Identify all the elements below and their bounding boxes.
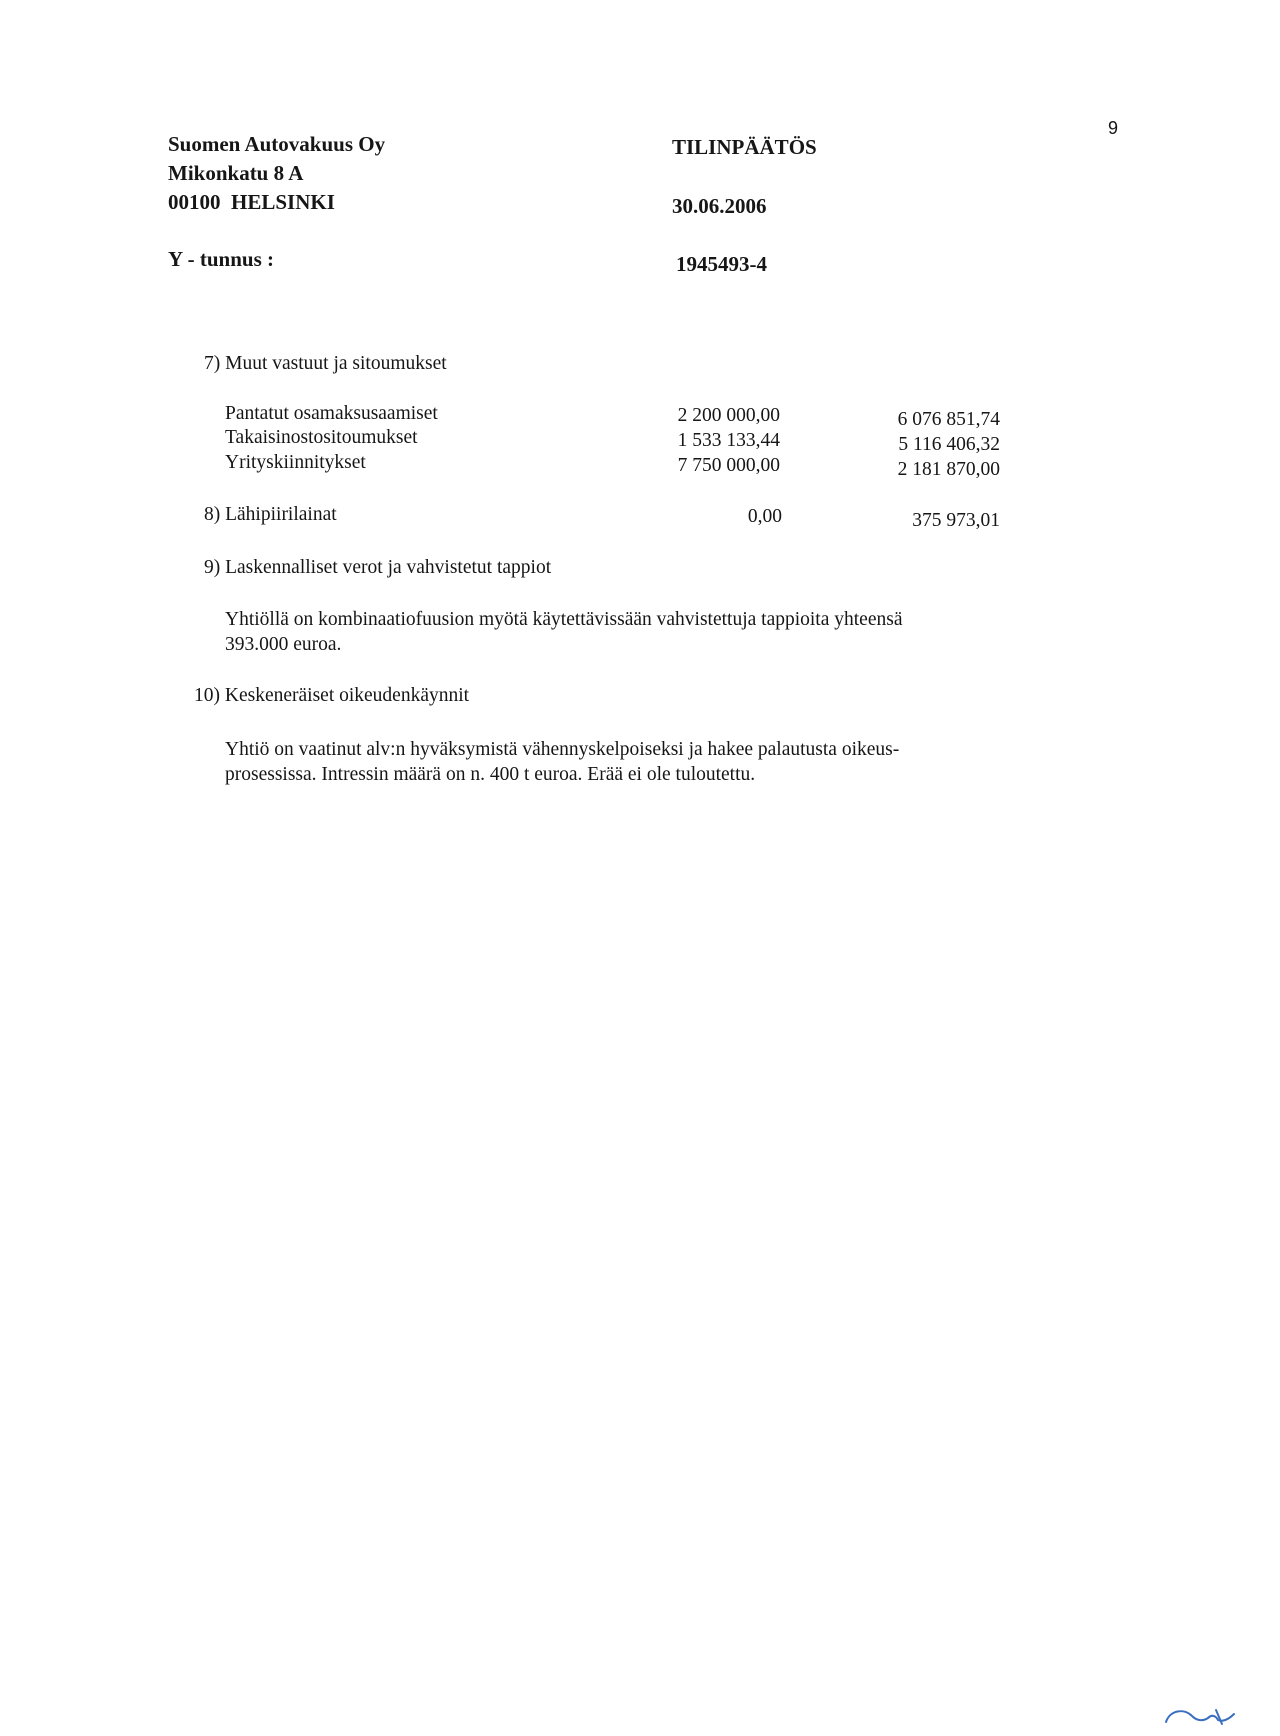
page-number: 9 xyxy=(1108,118,1119,138)
section-8-value1: 0,00 xyxy=(747,506,782,527)
section-8-value2: 375 973,01 xyxy=(912,510,1000,531)
row-label-yrityskiinnitykset: Yrityskiinnitykset xyxy=(225,452,366,473)
section-10-text-line2: prosessissa. Intressin määrä on n. 400 t euroa. Erää ei ole tuloutettu. xyxy=(225,764,756,785)
row-label-pantatut: Pantatut osamaksusaamiset xyxy=(225,403,438,424)
row-value1-yrityskiinnitykset: 7 750 000,00 xyxy=(677,455,780,476)
row-label-takaisinosto: Takaisinostositoumukset xyxy=(225,427,418,448)
row-value1-pantatut: 2 200 000,00 xyxy=(677,405,780,426)
company-street: Mikonkatu 8 A xyxy=(168,161,304,185)
section-8-heading: 8) Lähipiirilainat xyxy=(204,504,337,525)
section-9-heading: 9) Laskennalliset verot ja vahvistetut tappiot xyxy=(204,557,552,578)
document-title: TILINPÄÄTÖS xyxy=(672,135,817,159)
row-value1-takaisinosto: 1 533 133,44 xyxy=(677,430,780,451)
document-date: 30.06.2006 xyxy=(672,194,767,218)
business-id: 1945493-4 xyxy=(676,252,767,276)
company-city: 00100 HELSINKI xyxy=(168,190,335,214)
section-10-heading: 10) Keskeneräiset oikeudenkäynnit xyxy=(194,685,470,706)
company-name: Suomen Autovakuus Oy xyxy=(168,132,386,156)
row-value2-takaisinosto: 5 116 406,32 xyxy=(898,434,1000,455)
section-10-text-line1: Yhtiö on vaatinut alv:n hyväksymistä vähennyskelpoiseksi ja hakee palautusta oikeus- xyxy=(225,739,900,760)
company-address-block xyxy=(168,130,385,217)
section-9-text-line2: 393.000 euroa. xyxy=(225,634,342,655)
handwritten-initials xyxy=(1162,1700,1242,1730)
row-value2-pantatut: 6 076 851,74 xyxy=(897,409,1000,430)
ytunnus-label: Y - tunnus : xyxy=(168,247,275,271)
section-9-text-line1: Yhtiöllä on kombinaatiofuusion myötä käytettävissään vahvistettuja tappioita yhteensä xyxy=(225,609,903,630)
row-value2-yrityskiinnitykset: 2 181 870,00 xyxy=(897,459,1000,480)
section-7-heading: 7) Muut vastuut ja sitoumukset xyxy=(204,353,447,374)
